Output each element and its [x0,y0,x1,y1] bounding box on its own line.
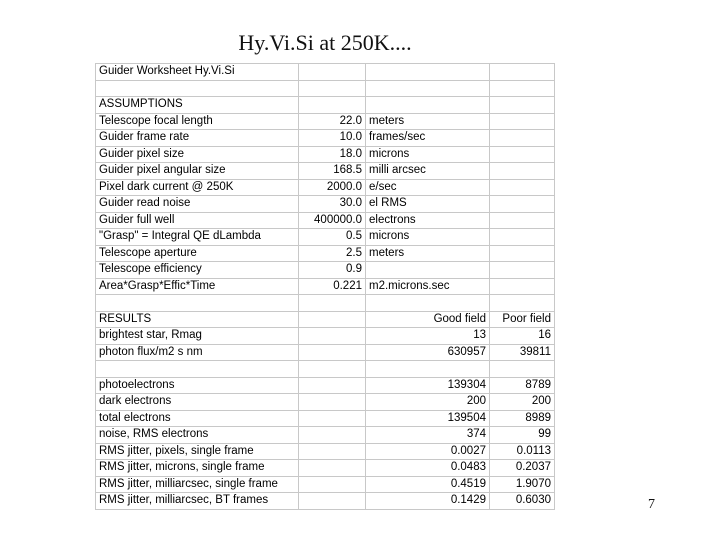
table-cell [490,361,555,378]
table-row [96,179,555,196]
table-cell: Guider pixel angular size [96,163,299,180]
table-row [96,328,555,345]
table-cell [299,443,366,460]
table-cell: m2.microns.sec [366,278,490,295]
table-cell: Guider full well [96,212,299,229]
table-cell [299,476,366,493]
table-cell: 0.1429 [366,493,490,510]
table-cell: 2000.0 [299,179,366,196]
table-cell [366,97,490,114]
table-cell: 0.0483 [366,460,490,477]
table-cell: milli arcsec [366,163,490,180]
table-cell: 139304 [366,377,490,394]
table-cell [490,179,555,196]
table-cell: noise, RMS electrons [96,427,299,444]
table-cell: 1.9070 [490,476,555,493]
table-cell: 0.0113 [490,443,555,460]
table-cell [366,64,490,81]
table-cell: Telescope aperture [96,245,299,262]
table-cell: 374 [366,427,490,444]
table-cell: 8989 [490,410,555,427]
table-cell [299,80,366,97]
table-cell [299,344,366,361]
table-row [96,80,555,97]
table-cell [490,196,555,213]
table-cell: Pixel dark current @ 250K [96,179,299,196]
table-cell: el RMS [366,196,490,213]
table-cell: frames/sec [366,130,490,147]
table-row [96,64,555,81]
table-row [96,97,555,114]
table-cell [299,328,366,345]
table-cell: 0.4519 [366,476,490,493]
table-cell: 168.5 [299,163,366,180]
worksheet-table [95,63,555,510]
table-cell: microns [366,229,490,246]
table-cell [299,361,366,378]
table-cell: 39811 [490,344,555,361]
table-cell: total electrons [96,410,299,427]
table-row [96,344,555,361]
table-cell [490,229,555,246]
table-cell: "Grasp" = Integral QE dLambda [96,229,299,246]
table-cell: 139504 [366,410,490,427]
table-row [96,278,555,295]
table-cell [299,377,366,394]
table-cell: meters [366,113,490,130]
table-cell: photoelectrons [96,377,299,394]
table-cell: 2.5 [299,245,366,262]
table-cell [490,278,555,295]
table-cell: 0.5 [299,229,366,246]
table-cell: Telescope efficiency [96,262,299,279]
table-cell [96,361,299,378]
table-cell [490,64,555,81]
table-row [96,361,555,378]
table-row [96,295,555,312]
table-row [96,493,555,510]
table-cell: Guider read noise [96,196,299,213]
table-row [96,443,555,460]
table-cell: 630957 [366,344,490,361]
table-cell: Guider frame rate [96,130,299,147]
table-cell [490,130,555,147]
table-row [96,245,555,262]
table-cell [490,97,555,114]
table-cell: 16 [490,328,555,345]
table-cell [366,295,490,312]
table-cell [366,80,490,97]
worksheet-body [96,64,555,510]
table-row [96,311,555,328]
table-row [96,377,555,394]
table-cell: Poor field [490,311,555,328]
table-cell [490,163,555,180]
table-cell [299,311,366,328]
table-cell: meters [366,245,490,262]
table-cell: Area*Grasp*Effic*Time [96,278,299,295]
table-cell: 0.0027 [366,443,490,460]
table-cell [366,361,490,378]
table-cell [299,394,366,411]
table-row [96,146,555,163]
table-cell: 8789 [490,377,555,394]
table-cell [299,97,366,114]
table-cell: Guider pixel size [96,146,299,163]
table-cell: 0.9 [299,262,366,279]
table-row [96,460,555,477]
table-cell: 200 [366,394,490,411]
table-row [96,229,555,246]
table-cell [299,295,366,312]
table-cell: 30.0 [299,196,366,213]
table-cell: dark electrons [96,394,299,411]
table-cell [299,427,366,444]
table-cell: 99 [490,427,555,444]
table-cell: RESULTS [96,311,299,328]
table-cell [366,262,490,279]
table-cell: 18.0 [299,146,366,163]
table-cell [490,146,555,163]
table-cell: 10.0 [299,130,366,147]
table-row [96,476,555,493]
table-cell [96,295,299,312]
table-cell: e/sec [366,179,490,196]
table-cell [299,410,366,427]
slide-title: Hy.Vi.Si at 250K.... [238,30,412,55]
table-row [96,212,555,229]
table-cell: Telescope focal length [96,113,299,130]
table-cell: microns [366,146,490,163]
table-cell: photon flux/m2 s nm [96,344,299,361]
table-cell: RMS jitter, microns, single frame [96,460,299,477]
table-cell [299,64,366,81]
table-row [96,394,555,411]
table-cell [490,212,555,229]
table-cell: Good field [366,311,490,328]
table-cell [96,80,299,97]
table-row [96,410,555,427]
table-cell [490,295,555,312]
page-number: 7 [648,497,655,512]
table-cell [490,80,555,97]
table-row [96,196,555,213]
table-cell: 0.221 [299,278,366,295]
table-cell [299,493,366,510]
table-cell: ASSUMPTIONS [96,97,299,114]
table-cell: 0.6030 [490,493,555,510]
table-cell: 22.0 [299,113,366,130]
table-row [96,262,555,279]
table-row [96,163,555,180]
table-row [96,427,555,444]
table-row [96,113,555,130]
table-cell: 13 [366,328,490,345]
table-cell [490,113,555,130]
table-cell: 200 [490,394,555,411]
table-cell: Guider Worksheet Hy.Vi.Si [96,64,299,81]
table-cell [490,262,555,279]
table-cell: electrons [366,212,490,229]
table-cell: RMS jitter, pixels, single frame [96,443,299,460]
table-cell: RMS jitter, milliarcsec, single frame [96,476,299,493]
table-cell [299,460,366,477]
table-cell: 400000.0 [299,212,366,229]
table-cell [490,245,555,262]
table-row [96,130,555,147]
table-cell: 0.2037 [490,460,555,477]
table-cell: brightest star, Rmag [96,328,299,345]
table-cell: RMS jitter, milliarcsec, BT frames [96,493,299,510]
